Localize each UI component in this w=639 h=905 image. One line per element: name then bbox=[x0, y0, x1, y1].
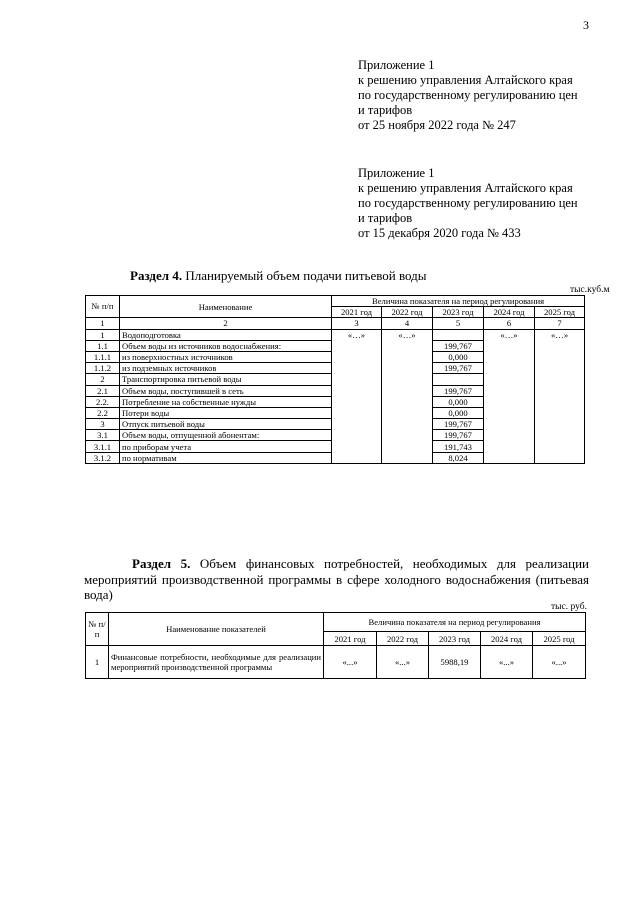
appendix-header-current bbox=[358, 58, 628, 133]
value-2023: 199,767 bbox=[433, 430, 484, 441]
value-2023 bbox=[433, 374, 484, 385]
value-2023: 199,767 bbox=[433, 363, 484, 374]
row-num: 2.2. bbox=[86, 396, 120, 407]
row-num: 1.1.2 bbox=[86, 363, 120, 374]
row-name: по приборам учета bbox=[120, 441, 332, 452]
appendix-line: к решению управления Алтайского края bbox=[358, 181, 573, 195]
year-header: 2025 год bbox=[533, 632, 586, 646]
value-2024-placeholder: «…» bbox=[484, 329, 535, 463]
index-cell: 5 bbox=[433, 318, 484, 329]
index-cell: 1 bbox=[86, 318, 120, 329]
appendix-header-original bbox=[358, 166, 628, 241]
index-cell: 7 bbox=[535, 318, 585, 329]
year-header: 2022 год bbox=[377, 632, 429, 646]
value-2023: 199,767 bbox=[433, 385, 484, 396]
value-2022: «...» bbox=[377, 646, 429, 679]
year-header: 2023 год bbox=[433, 307, 484, 318]
value-2022-placeholder: «…» bbox=[382, 329, 433, 463]
year-header: 2024 год bbox=[481, 632, 533, 646]
section5-title-text: Объем финансовых потребностей, необходимых для реализации мероприятий производственной программы в сфере холодного водоснабжения (питьевая вода) bbox=[84, 556, 589, 602]
table-row bbox=[86, 329, 585, 340]
row-num: 1 bbox=[86, 329, 120, 340]
row-num: 3.1.2 bbox=[86, 452, 120, 463]
year-header: 2023 год bbox=[429, 632, 481, 646]
appendix-line: от 15 декабря 2020 года № 433 bbox=[358, 226, 521, 240]
section4-table bbox=[85, 295, 585, 464]
page-number: 3 bbox=[583, 18, 589, 32]
row-name: Отпуск питьевой воды bbox=[120, 419, 332, 430]
section5-unit: тыс. руб. bbox=[551, 602, 587, 612]
section5-label: Раздел 5. bbox=[132, 556, 191, 571]
row-name: Потери воды bbox=[120, 407, 332, 418]
index-cell: 6 bbox=[484, 318, 535, 329]
value-2021-placeholder: «…» bbox=[332, 329, 382, 463]
row-name: Объем воды, поступившей в сеть bbox=[120, 385, 332, 396]
index-cell: 4 bbox=[382, 318, 433, 329]
year-header: 2025 год bbox=[535, 307, 585, 318]
index-cell: 2 bbox=[120, 318, 332, 329]
value-2023: 0,000 bbox=[433, 407, 484, 418]
row-num: 1.1.1 bbox=[86, 351, 120, 362]
row-name: Финансовые потребности, необходимые для реализации мероприятий производственной программы bbox=[109, 646, 324, 679]
year-header: 2021 год bbox=[332, 307, 382, 318]
row-num: 1.1 bbox=[86, 340, 120, 351]
row-name: Объем воды, отпущенной абонентам: bbox=[120, 430, 332, 441]
section4-label: Раздел 4. bbox=[130, 268, 183, 283]
value-2023: 8,024 bbox=[433, 452, 484, 463]
row-name: Потребление на собственные нужды bbox=[120, 396, 332, 407]
appendix-line: по государственному регулированию цен bbox=[358, 196, 578, 210]
row-num: 2.2 bbox=[86, 407, 120, 418]
year-header: 2024 год bbox=[484, 307, 535, 318]
row-num: 3.1 bbox=[86, 430, 120, 441]
period-header: Величина показателя на период регулирования bbox=[332, 296, 585, 307]
table-row bbox=[86, 646, 586, 679]
year-header: 2022 год bbox=[382, 307, 433, 318]
period-header: Величина показателя на период регулирования bbox=[324, 613, 586, 632]
appendix-line: к решению управления Алтайского края bbox=[358, 73, 573, 87]
row-num: 3.1.1 bbox=[86, 441, 120, 452]
col-name-header: Наименование bbox=[120, 296, 332, 318]
section5-title bbox=[84, 556, 589, 603]
section4-unit: тыс.куб.м bbox=[570, 285, 610, 295]
row-num: 2.1 bbox=[86, 385, 120, 396]
value-2021: «...» bbox=[324, 646, 377, 679]
value-2023: 199,767 bbox=[433, 340, 484, 351]
value-2023 bbox=[433, 329, 484, 340]
appendix-line: Приложение 1 bbox=[358, 58, 435, 72]
index-cell: 3 bbox=[332, 318, 382, 329]
row-name: Объем воды из источников водоснабжения: bbox=[120, 340, 332, 351]
index-row bbox=[86, 318, 585, 329]
row-num: 1 bbox=[86, 646, 109, 679]
row-name: Водоподготовка bbox=[120, 329, 332, 340]
value-2024: «...» bbox=[481, 646, 533, 679]
value-2023: 0,000 bbox=[433, 396, 484, 407]
col-name-header: Наименование показателей bbox=[109, 613, 324, 646]
appendix-line: и тарифов bbox=[358, 211, 413, 225]
row-name: из подземных источников bbox=[120, 363, 332, 374]
value-2023: 191,743 bbox=[433, 441, 484, 452]
value-2025: «...» bbox=[533, 646, 586, 679]
row-name: из поверхностных источников bbox=[120, 351, 332, 362]
col-num-header: № п/п bbox=[86, 296, 120, 318]
row-name: Транспортировка питьевой воды bbox=[120, 374, 332, 385]
value-2023: 0,000 bbox=[433, 351, 484, 362]
row-num: 3 bbox=[86, 419, 120, 430]
year-header: 2021 год bbox=[324, 632, 377, 646]
appendix-line: по государственному регулированию цен bbox=[358, 88, 578, 102]
row-num: 2 bbox=[86, 374, 120, 385]
appendix-line: и тарифов bbox=[358, 103, 413, 117]
row-name: по нормативам bbox=[120, 452, 332, 463]
value-2025-placeholder: «…» bbox=[535, 329, 585, 463]
section5-table bbox=[85, 612, 586, 679]
col-num-header: № п/п bbox=[86, 613, 109, 646]
section4-title-text: Планируемый объем подачи питьевой воды bbox=[182, 268, 427, 283]
appendix-line: от 25 ноября 2022 года № 247 bbox=[358, 118, 516, 132]
value-2023: 199,767 bbox=[433, 419, 484, 430]
value-2023: 5988,19 bbox=[429, 646, 481, 679]
section4-title bbox=[130, 268, 427, 284]
appendix-line: Приложение 1 bbox=[358, 166, 435, 180]
